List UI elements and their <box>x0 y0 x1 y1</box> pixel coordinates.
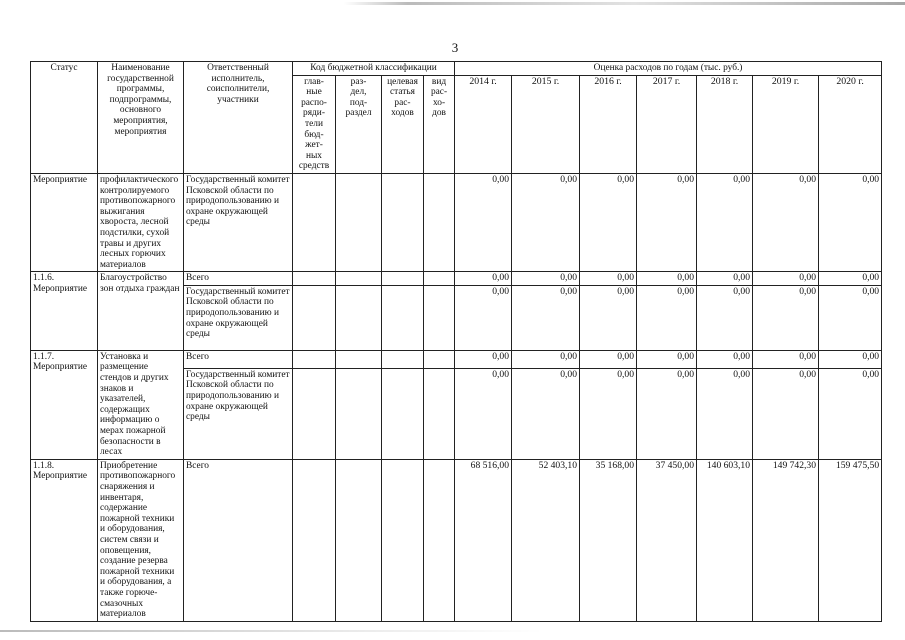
row-name: Установка и размещение стендов и других знаков и указателей, содержащих информацию о мерах пожарной безопасности в лесах <box>98 350 184 459</box>
expense-value: 0,00 <box>697 173 753 271</box>
header-name: Наименование государственной программы, подпрограммы, основного мероприятия, мероприятия <box>98 62 184 174</box>
expense-value: 0,00 <box>512 285 580 350</box>
expense-value: 0,00 <box>697 285 753 350</box>
empty-cell <box>382 350 424 368</box>
expense-value: 0,00 <box>455 350 512 368</box>
expense-value: 0,00 <box>580 173 637 271</box>
empty-cell <box>336 272 382 286</box>
expense-value: 0,00 <box>637 285 697 350</box>
empty-cell <box>336 350 382 368</box>
expense-value: 159 475,50 <box>819 459 882 621</box>
page-number: 3 <box>451 40 459 55</box>
expense-value: 0,00 <box>753 285 819 350</box>
expense-value: 0,00 <box>512 368 580 459</box>
expense-value: 0,00 <box>512 350 580 368</box>
empty-cell <box>293 173 336 271</box>
expense-value: 0,00 <box>580 272 637 286</box>
empty-cell <box>424 173 455 271</box>
empty-cell <box>293 368 336 459</box>
header-section: раз- дел, под- раздел <box>336 75 382 173</box>
expense-value: 0,00 <box>637 350 697 368</box>
header-year: 2015 г. <box>512 75 580 173</box>
expense-value: 0,00 <box>697 350 753 368</box>
row-name: профилактического контролируемого противопожарного выжигания хвороста, лесной подстилки, сухой травы и других лесных горючих материалов <box>98 173 184 271</box>
empty-cell <box>382 368 424 459</box>
empty-cell <box>336 173 382 271</box>
expense-value: 0,00 <box>753 173 819 271</box>
empty-cell <box>336 459 382 621</box>
row-name: Приобретение противопожарного снаряжения и инвентаря, содержание пожарной техники и оборудования, систем связи и оповещения, создание резерва пожарной техники и оборудования, а также горюче-смазочных материалов <box>98 459 184 621</box>
empty-cell <box>293 350 336 368</box>
table-row <box>31 173 882 271</box>
row-status: Мероприятие <box>31 173 98 271</box>
header-year: 2014 г. <box>455 75 512 173</box>
row-total-label: Всего <box>184 272 293 286</box>
empty-cell <box>293 285 336 350</box>
expense-value: 0,00 <box>753 368 819 459</box>
expense-value: 149 742,30 <box>753 459 819 621</box>
row-executor: Государственный комитет Псковской области по природопользованию и охране окружающей среды <box>184 368 293 459</box>
empty-cell <box>382 173 424 271</box>
scan-edge-bottom <box>0 630 905 632</box>
expense-value: 0,00 <box>637 173 697 271</box>
row-total-label: Всего <box>184 459 293 621</box>
empty-cell <box>424 272 455 286</box>
scan-edge-top <box>0 2 905 5</box>
header-grbs: глав- ные распо- ряди- тели бюд- жет- ных средств <box>293 75 336 173</box>
empty-cell <box>382 272 424 286</box>
expense-value: 0,00 <box>580 285 637 350</box>
expense-value: 0,00 <box>637 368 697 459</box>
expense-value: 0,00 <box>819 173 882 271</box>
expense-value: 0,00 <box>455 173 512 271</box>
row-executor: Государственный комитет Псковской области по природопользованию и охране окружающей среды <box>184 285 293 350</box>
row-status: 1.1.7. Мероприятие <box>31 350 98 459</box>
empty-cell <box>293 272 336 286</box>
expense-value: 0,00 <box>455 285 512 350</box>
empty-cell <box>336 368 382 459</box>
header-year: 2019 г. <box>753 75 819 173</box>
empty-cell <box>382 459 424 621</box>
header-year: 2020 г. <box>819 75 882 173</box>
table-row <box>31 272 882 286</box>
header-exp-type: вид рас- хо- дов <box>424 75 455 173</box>
expense-value: 0,00 <box>455 368 512 459</box>
expense-value: 0,00 <box>580 368 637 459</box>
row-status: 1.1.6. Мероприятие <box>31 272 98 351</box>
expense-value: 0,00 <box>819 285 882 350</box>
header-status: Статус <box>31 62 98 174</box>
budget-table <box>30 61 882 622</box>
empty-cell <box>424 285 455 350</box>
row-status: 1.1.8. Мероприятие <box>31 459 98 621</box>
header-executor: Ответственный исполнитель, соисполнители, участники <box>184 62 293 174</box>
expense-value: 37 450,00 <box>637 459 697 621</box>
expense-value: 140 603,10 <box>697 459 753 621</box>
expense-value: 0,00 <box>819 272 882 286</box>
table-row <box>31 459 882 621</box>
expense-value: 0,00 <box>697 368 753 459</box>
expense-value: 0,00 <box>819 368 882 459</box>
empty-cell <box>293 459 336 621</box>
empty-cell <box>424 368 455 459</box>
expense-value: 0,00 <box>819 350 882 368</box>
expense-value: 0,00 <box>637 272 697 286</box>
expense-value: 0,00 <box>455 272 512 286</box>
header-year: 2017 г. <box>637 75 697 173</box>
expense-value: 0,00 <box>753 272 819 286</box>
expense-value: 0,00 <box>512 272 580 286</box>
header-year: 2016 г. <box>580 75 637 173</box>
table-row <box>31 350 882 368</box>
expense-value: 0,00 <box>580 350 637 368</box>
header-target: целевая статья рас- ходов <box>382 75 424 173</box>
expense-value: 68 516,00 <box>455 459 512 621</box>
expense-value: 52 403,10 <box>512 459 580 621</box>
expense-value: 0,00 <box>697 272 753 286</box>
header-row-1 <box>31 62 882 76</box>
header-year: 2018 г. <box>697 75 753 173</box>
row-executor: Государственный комитет Псковской области по природопользованию и охране окружающей среды <box>184 173 293 271</box>
expense-value: 0,00 <box>512 173 580 271</box>
empty-cell <box>382 285 424 350</box>
row-name: Благоустройство зон отдыха граждан <box>98 272 184 351</box>
header-budget-code: Код бюджетной классификации <box>293 62 455 76</box>
expense-value: 35 168,00 <box>580 459 637 621</box>
header-expenses: Оценка расходов по годам (тыс. руб.) <box>455 62 882 76</box>
row-total-label: Всего <box>184 350 293 368</box>
empty-cell <box>424 459 455 621</box>
expense-value: 0,00 <box>753 350 819 368</box>
empty-cell <box>336 285 382 350</box>
empty-cell <box>424 350 455 368</box>
